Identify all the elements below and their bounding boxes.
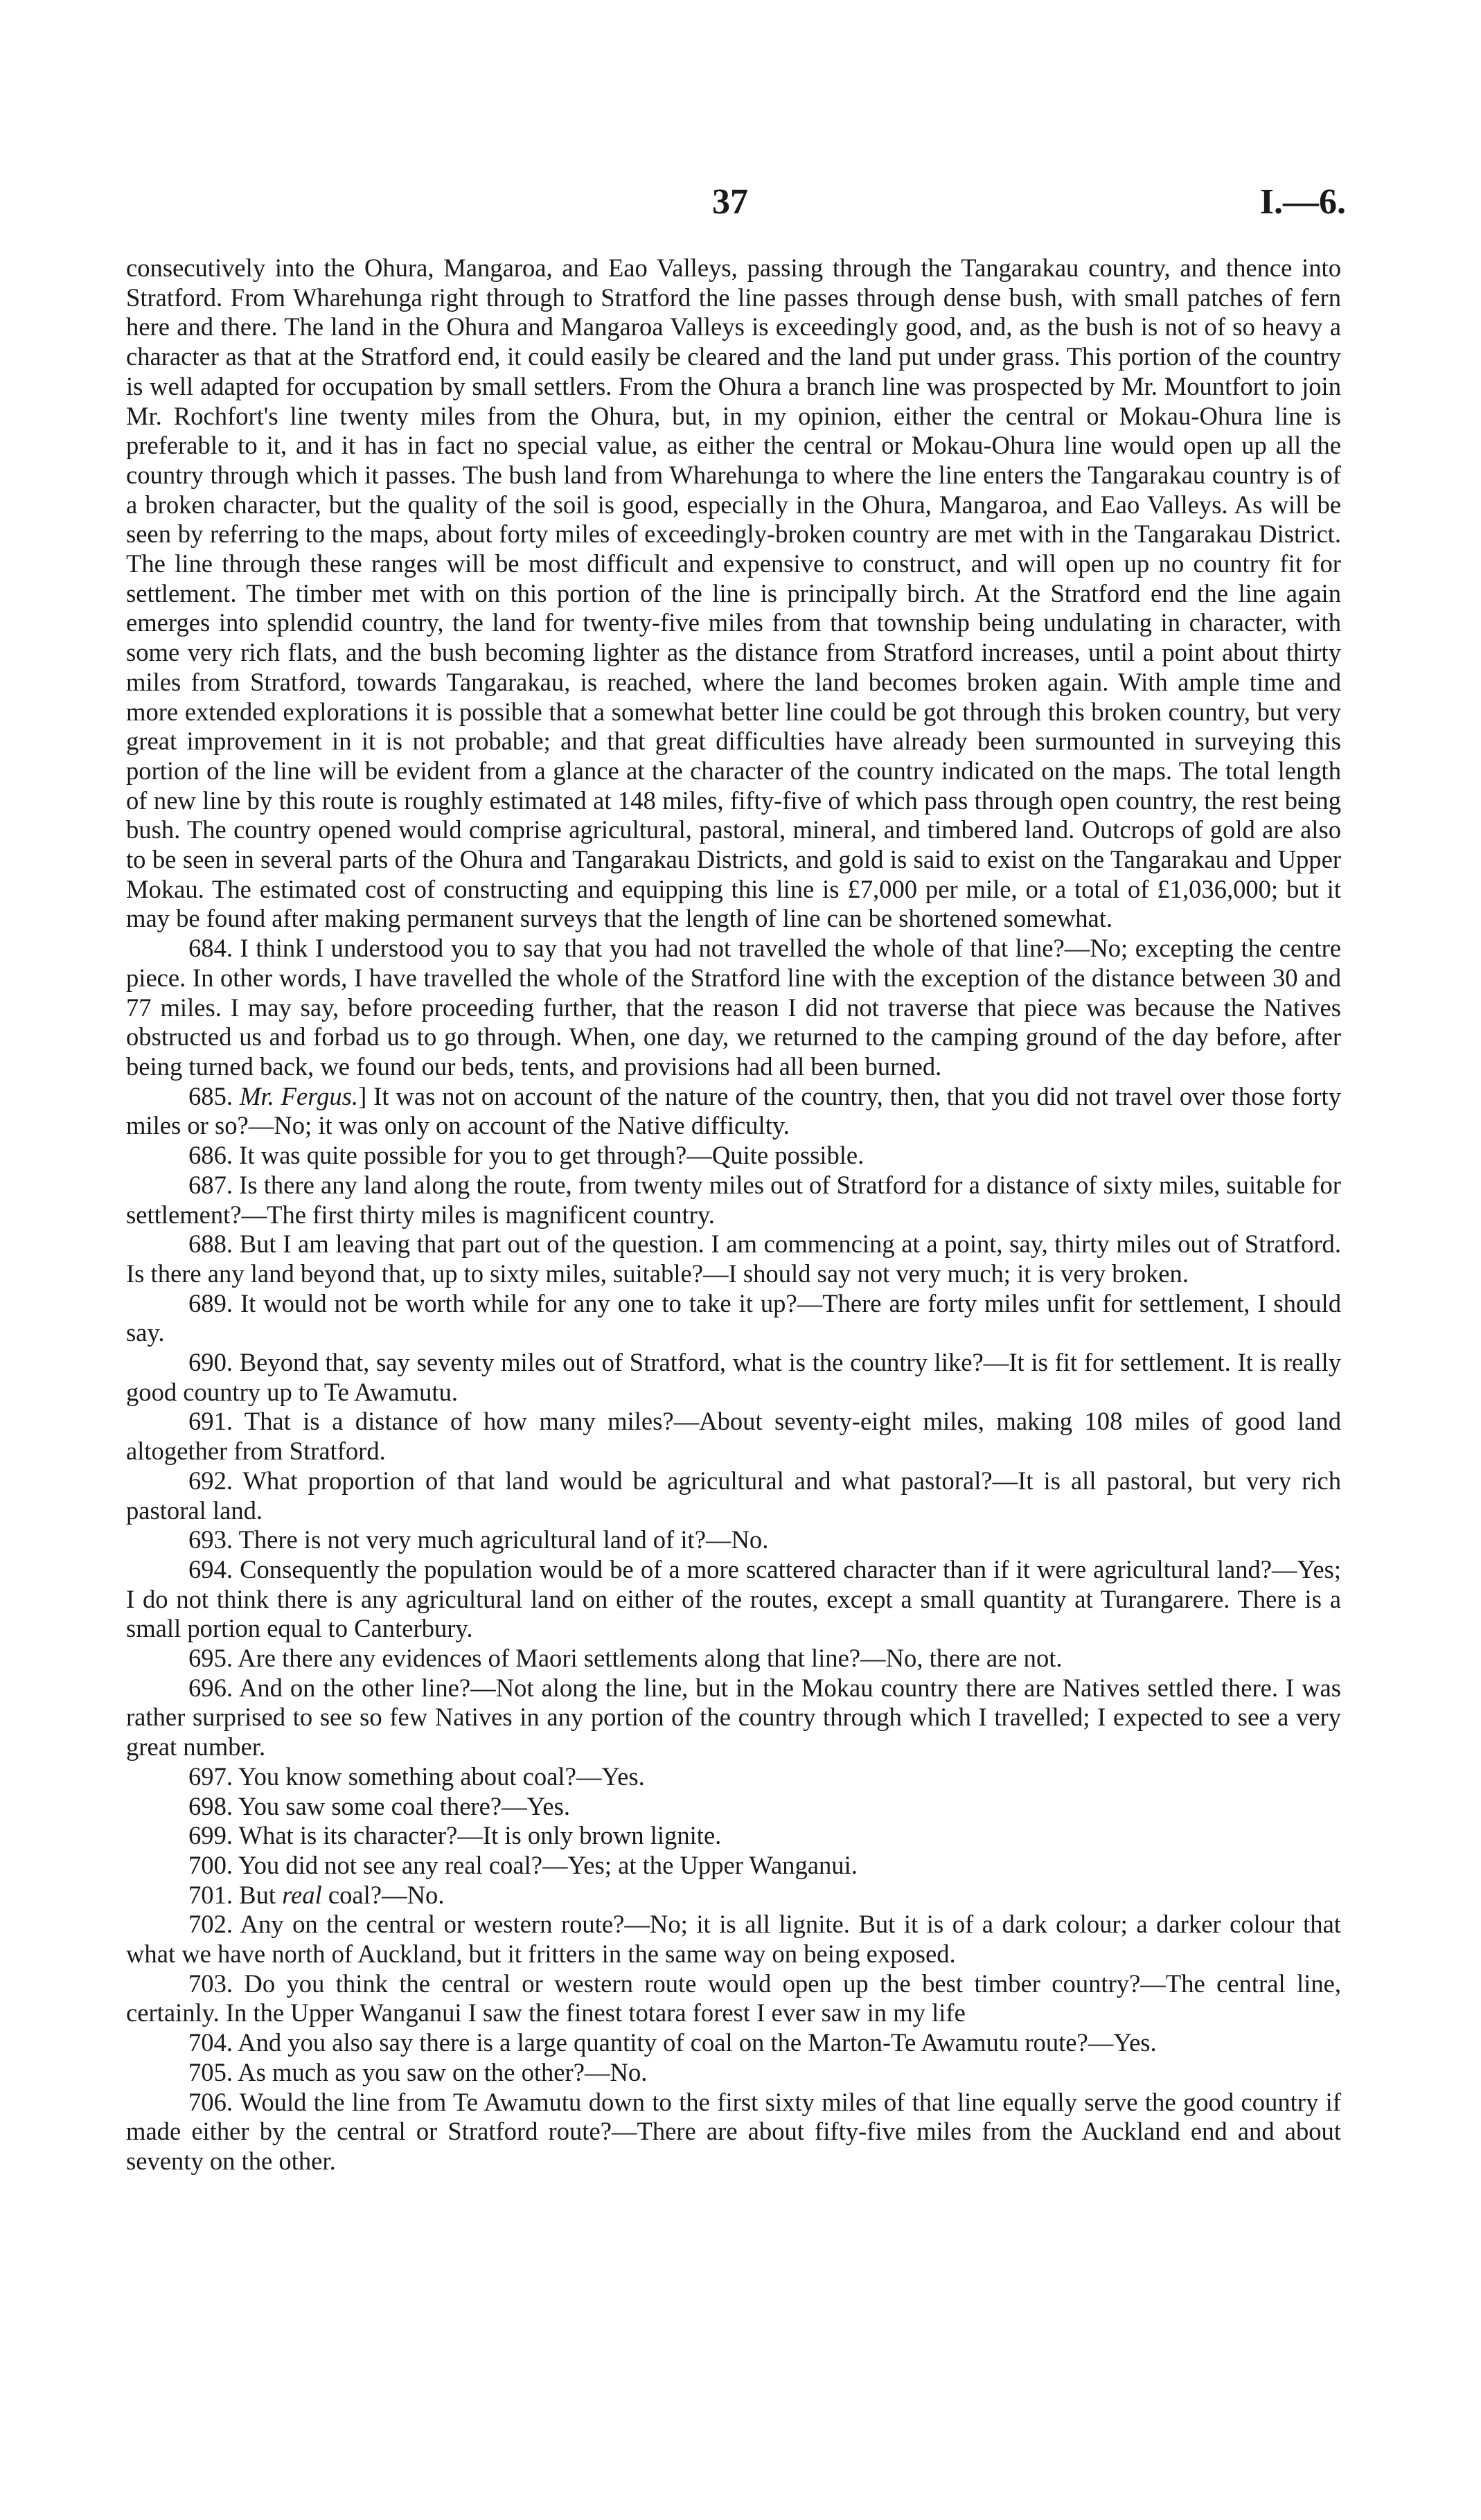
qa-text-before: But [239, 1880, 283, 1909]
qa-item-704 [126, 2028, 1341, 2058]
qa-text: Would the line from Te Awamutu down to the first sixty miles of that line equally serve the good country if made either by the central or Stratford route?—There are about fifty-five miles from the Auckland end and about seventy on the other. [126, 2087, 1341, 2175]
qa-text-after: coal?—No. [321, 1880, 445, 1909]
qa-item-687 [126, 1171, 1341, 1230]
qa-text: But I am leaving that part out of the question. I am commencing at a point, say, thirty miles out of Stratford. Is there any land beyond that, up to sixty miles, suitable?—I should say not very much; it is very broken. [126, 1230, 1341, 1288]
qa-number: 692. [188, 1466, 233, 1495]
qa-item-691 [126, 1407, 1341, 1466]
qa-emphasis: real [282, 1880, 322, 1909]
page-number: 37 [712, 182, 748, 222]
qa-text: You know something about coal?—Yes. [238, 1762, 645, 1791]
qa-number: 693. [188, 1525, 233, 1554]
qa-number: 688. [188, 1230, 233, 1259]
qa-text: And you also say there is a large quantity of coal on the Marton-Te Awamutu route?—Yes. [238, 2028, 1157, 2057]
qa-text: It would not be worth while for any one to take it up?—There are forty miles unfit for settlement, I should say. [126, 1288, 1341, 1347]
qa-number: 700. [188, 1850, 233, 1879]
qa-item-700 [126, 1851, 1341, 1881]
qa-item-690 [126, 1348, 1341, 1407]
qa-text: Any on the central or western route?—No; it is all lignite. But it is of a dark colour; a darker colour that what we have north of Auckland, but it fritters in the same way on being exposed. [126, 1910, 1341, 1969]
qa-text: What is its character?—It is only brown lignite. [238, 1821, 722, 1850]
qa-text: You saw some coal there?—Yes. [238, 1791, 571, 1820]
qa-number: 701. [188, 1880, 233, 1909]
qa-item-701 [126, 1881, 1341, 1910]
qa-number: 697. [188, 1762, 233, 1791]
qa-text: ] It was not on account of the nature of the country, then, that you did not travel over those forty miles or so?—No; it was only on account of the Native difficulty. [126, 1081, 1341, 1140]
document-reference: I.—6. [1259, 182, 1346, 222]
qa-item-696 [126, 1674, 1341, 1762]
qa-number: 705. [188, 2057, 233, 2086]
qa-number: 685. [188, 1081, 233, 1110]
qa-text: That is a distance of how many miles?—About seventy-eight miles, making 108 miles of good land altogether from Stratford. [126, 1407, 1341, 1466]
qa-number: 691. [188, 1407, 233, 1436]
qa-number: 699. [188, 1821, 233, 1850]
opening-paragraph: consecutively into the Ohura, Mangaroa, and Eao Valleys, passing through the Tangarakau country, and thence into Stratford. From Wharehunga right through to Stratford the line passes through dense bush, with small patches of fern here and there. The land in the Ohura and Mangaroa Valleys is exceedingly good, and, as the bush is not of so heavy a character as that at the Stratford end, it could easily be cleared and the land put under grass. This portion of the country is well adapted for occupation by small settlers. From the Ohura a branch line was prospected by Mr. Mountfort to join Mr. Rochfort's line twenty miles from the Ohura, but, in my opinion, either the central or Mokau-Ohura line is preferable to it, and it has in fact no special value, as either the central or Mokau-Ohura line would open up all the country through which it passes. The bush land from Wharehunga to where the line enters the Tangarakau country is of a broken character, but the quality of the soil is good, especially in the Ohura, Mangaroa, and Eao Valleys. As will be seen by referring to the maps, about forty miles of exceedingly-broken country are met with in the Tangarakau District. The line through these ranges will be most difficult and expensive to construct, and will open up no country fit for settlement. The timber met with on this portion of the line is principally birch. At the Stratford end the line again emerges into splendid country, the land for twenty-five miles from that township being undulating in character, with some very rich flats, and the bush becoming lighter as the distance from Stratford increases, until a point about thirty miles from Stratford, towards Tangarakau, is reached, where the land becomes broken again. With ample time and more extended explorations it is possible that a somewhat better line could be got through this broken country, but very great improvement in it is not probable; and that great difficulties have already been surmounted in surveying this portion of the line will be evident from a glance at the character of the country indicated on the maps. The total length of new line by this route is roughly estimated at 148 miles, fifty-five of which pass through open country, the rest being bush. The country opened would comprise agricultural, pastoral, mineral, and timbered land. Outcrops of gold are also to be seen in several parts of the Ohura and Tangarakau Districts, and gold is said to exist on the Tangarakau and Upper Mokau. The estimated cost of constructing and equipping this line is £7,000 per mile, or a total of £1,036,000; but it may be found after making permanent surveys that the length of line can be shortened somewhat. [126, 254, 1341, 933]
qa-speaker: Mr. Fergus. [239, 1081, 359, 1110]
qa-text: As much as you saw on the other?—No. [238, 2057, 648, 2086]
qa-item-689 [126, 1289, 1341, 1348]
qa-item-688 [126, 1230, 1341, 1288]
page-header [0, 181, 1481, 223]
qa-text: Is there any land along the route, from twenty miles out of Stratford for a distance of sixty miles, suitable for settlement?—The first thirty miles is magnificent country. [126, 1170, 1341, 1229]
qa-number: 698. [188, 1791, 233, 1820]
qa-item-698 [126, 1792, 1341, 1822]
qa-number: 703. [188, 1969, 233, 1998]
qa-text: And on the other line?—Not along the line, but in the Mokau country there are Natives settled there. I was rather surprised to see so few Natives in any portion of the country through which I travelled; I expected to see a very great number. [126, 1673, 1341, 1762]
body-text [126, 254, 1341, 2176]
qa-item-695 [126, 1644, 1341, 1674]
qa-item-686 [126, 1141, 1341, 1171]
qa-number: 687. [188, 1170, 233, 1199]
qa-number: 690. [188, 1348, 233, 1377]
qa-number: 702. [188, 1910, 233, 1939]
qa-item-697 [126, 1762, 1341, 1792]
qa-number: 694. [188, 1554, 233, 1583]
qa-text: Beyond that, say seventy miles out of Stratford, what is the country like?—It is fit for settlement. It is really good country up to Te Awamutu. [126, 1348, 1341, 1406]
qa-text: Do you think the central or western route would open up the best timber country?—The central line, certainly. In the Upper Wanganui I saw the finest totara forest I ever saw in my life [126, 1969, 1341, 2027]
qa-text: I think I understood you to say that you had not travelled the whole of that line?—No; excepting the centre piece. In other words, I have travelled the whole of the Stratford line with the exception of the distance between 30 and 77 miles. I may say, before proceeding further, that the reason I did not traverse that piece was because the Natives obstructed us and forbad us to go through. When, one day, we returned to the camping ground of the day before, after being turned back, we found our beds, tents, and provisions had all been burned. [126, 934, 1341, 1081]
qa-item-703 [126, 1969, 1341, 2028]
qa-number: 706. [188, 2087, 233, 2116]
qa-item-685 [126, 1082, 1341, 1141]
qa-text: What proportion of that land would be agricultural and what pastoral?—It is all pastoral, but very rich pastoral land. [126, 1466, 1341, 1525]
qa-number: 684. [188, 934, 233, 963]
qa-number: 704. [188, 2028, 233, 2057]
qa-number: 696. [188, 1673, 233, 1702]
qa-item-706 [126, 2088, 1341, 2176]
qa-item-692 [126, 1466, 1341, 1525]
qa-number: 695. [188, 1644, 233, 1673]
qa-item-684 [126, 934, 1341, 1082]
qa-item-693 [126, 1525, 1341, 1555]
qa-text: There is not very much agricultural land of it?—No. [238, 1525, 769, 1554]
qa-text: Are there any evidences of Maori settlements along that line?—No, there are not. [238, 1644, 1063, 1673]
qa-text: It was quite possible for you to get through?—Quite possible. [239, 1141, 864, 1170]
qa-item-694 [126, 1555, 1341, 1644]
qa-number: 686. [188, 1141, 233, 1170]
qa-item-705 [126, 2058, 1341, 2088]
qa-item-702 [126, 1910, 1341, 1969]
qa-text: Consequently the population would be of a more scattered character than if it were agricultural land?—Yes; I do not think there is any agricultural land on either of the routes, except a small quantity at Turangarere. There is a small portion equal to Canterbury. [126, 1554, 1341, 1643]
qa-text: You did not see any real coal?—Yes; at the Upper Wanganui. [238, 1850, 858, 1879]
qa-item-699 [126, 1821, 1341, 1851]
qa-number: 689. [188, 1288, 233, 1317]
